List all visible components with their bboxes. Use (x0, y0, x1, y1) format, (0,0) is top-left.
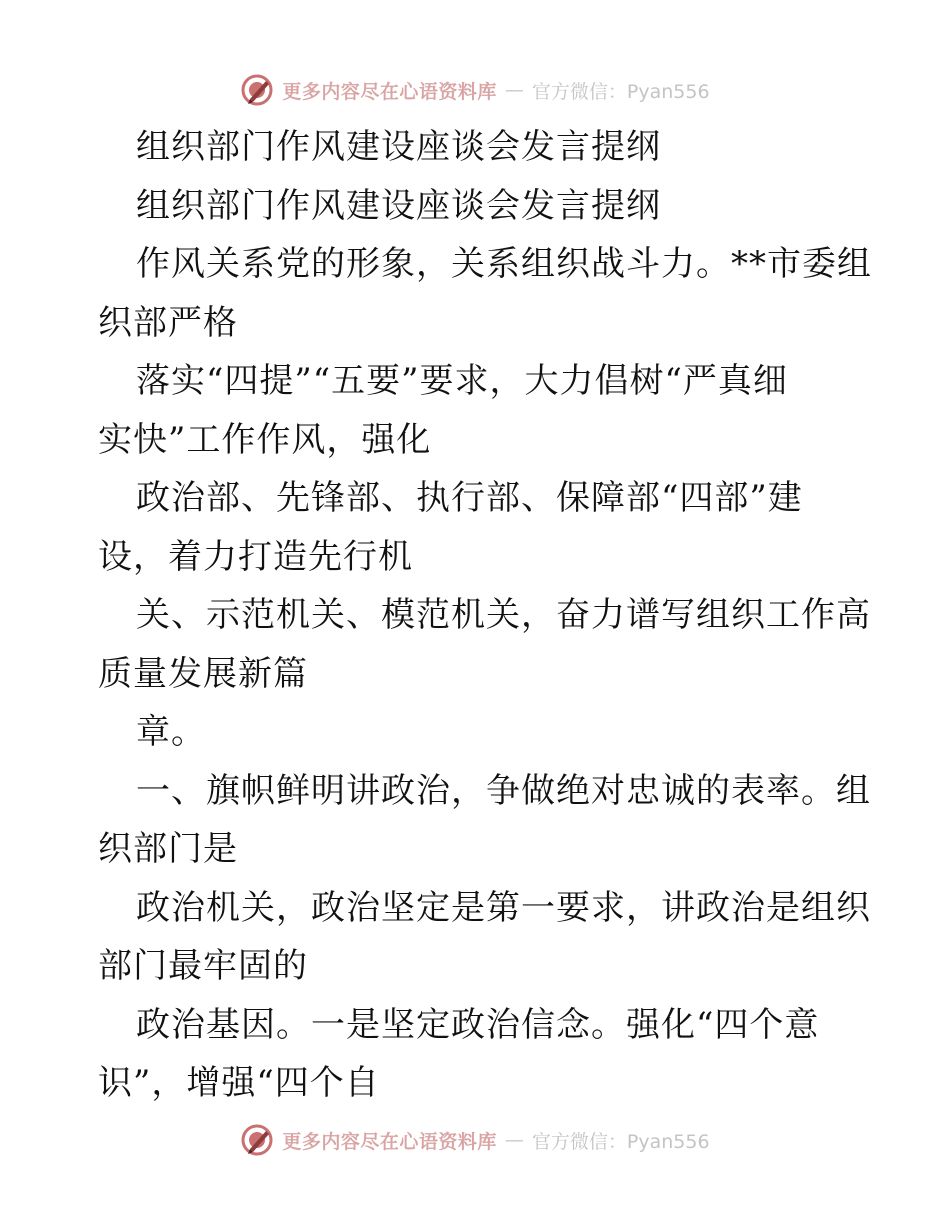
doc-line: 政治基因。一是坚定政治信念。强化“四个意 (136, 1004, 820, 1045)
doc-line: 章。 (136, 712, 206, 752)
doc-line: 组织部门作风建设座谈会发言提纲 (136, 127, 661, 167)
doc-line: 部门最牢固的 (98, 946, 308, 986)
doc-line: 实快”工作作风，强化 (98, 419, 432, 460)
watermark-site-text: 更多内容尽在心语资料库 (282, 1130, 497, 1153)
header-watermark (0, 70, 950, 110)
doc-line: 织部严格 (98, 302, 238, 343)
pen-logo-icon (240, 73, 274, 107)
document-body (98, 118, 872, 1113)
footer-watermark (0, 1120, 950, 1160)
watermark-separator: — (504, 79, 524, 101)
watermark-site-text: 更多内容尽在心语资料库 (282, 80, 497, 103)
pen-logo-icon (240, 1123, 274, 1157)
doc-line: 政治机关，政治坚定是第一要求，讲政治是组织 (136, 887, 871, 928)
watermark-wechat-text: 官方微信：Pyan556 (531, 80, 710, 103)
doc-line: 关、示范机关、模范机关，奋力谱写组织工作高 (136, 595, 871, 635)
doc-line: 落实“四提”“五要”要求，大力倡树“严真细 (136, 361, 788, 401)
doc-line: 设，着力打造先行机 (98, 536, 413, 577)
watermark-separator: — (504, 1129, 524, 1151)
doc-line: 织部门是 (98, 829, 238, 869)
doc-line: 质量发展新篇 (98, 653, 308, 694)
doc-line: 识”，增强“四个自 (98, 1063, 380, 1103)
doc-line: 组织部门作风建设座谈会发言提纲 (136, 185, 661, 226)
watermark-wechat-text: 官方微信：Pyan556 (531, 1130, 710, 1153)
doc-line: 政治部、先锋部、执行部、保障部“四部”建 (136, 478, 803, 518)
doc-line: 一、旗帜鲜明讲政治，争做绝对忠诚的表率。组 (136, 770, 871, 811)
doc-line: 作风关系党的形象，关系组织战斗力。**市委组 (136, 244, 872, 284)
